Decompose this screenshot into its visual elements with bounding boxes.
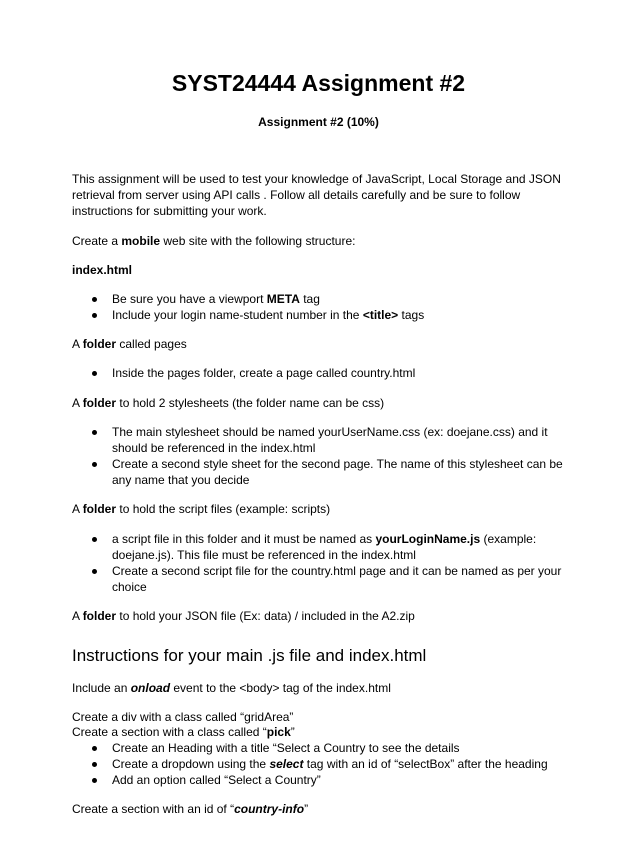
folder-bold: folder [82, 337, 117, 351]
text-post: called pages [116, 337, 187, 351]
pick-bullet-1: Create an Heading with a title “Select a Country to see the details [112, 741, 460, 755]
document-title: SYST24444 Assignment #2 [171, 70, 466, 96]
text-pre: Create a section with an id of “ [72, 802, 235, 816]
section-pick-line [72, 724, 572, 740]
text-pre: Include your login name-student number in the [112, 308, 363, 322]
text-post: to hold your JSON file (Ex: data) / included in the A2.zip [116, 609, 415, 623]
bullet-icon [92, 762, 97, 767]
bullet-icon [92, 778, 97, 783]
text-post: to hold the script files (example: scripts) [116, 502, 331, 516]
text-bold: yourLoginName.js [375, 532, 481, 546]
folder-json-line [72, 608, 572, 624]
folder-css-line [72, 395, 572, 411]
bullet-icon [92, 430, 97, 435]
bullet-icon [92, 569, 97, 574]
bullet-icon [92, 746, 97, 751]
onload-line [72, 680, 572, 696]
text-post: ” [304, 802, 309, 816]
pages-bullet-1: Inside the pages folder, create a page called country.html [112, 366, 416, 380]
folder-bold: folder [82, 502, 117, 516]
scripts-bullet-1 [112, 531, 572, 563]
text-emphasis: select [269, 757, 304, 771]
text-pre: A [72, 502, 83, 516]
pick-bullet-2 [112, 756, 572, 772]
bullet-icon [92, 313, 97, 318]
text-post: tags [398, 308, 425, 322]
text-post: ” [290, 725, 295, 739]
div-line: Create a div with a class called “gridArea” [72, 710, 294, 724]
text-post: event to the <body> tag of the index.html [170, 681, 391, 695]
text-emphasis: onload [130, 681, 171, 695]
index-heading: index.html [72, 263, 133, 277]
bullet-icon [92, 297, 97, 302]
folder-bold: folder [82, 609, 117, 623]
create-structure-line [72, 233, 572, 249]
text-bold: pick [266, 725, 291, 739]
text-pre: Be sure you have a viewport [112, 292, 267, 306]
text-post: tag with an id of “selectBox” after the heading [303, 757, 548, 771]
folder-scripts-line [72, 501, 572, 517]
index-bullet-1 [112, 291, 572, 307]
intro-paragraph: This assignment will be used to test your knowledge of JavaScript, Local Storage and JSON retrieval from server using API calls . Follow all details carefully and be sure to follow instructions for submitting your work. [72, 172, 561, 218]
css-bullet-2: Create a second style sheet for the second page. The name of this stylesheet can be any name that you decide [112, 457, 563, 487]
text-post: (example: doejane.js). This file must be referenced in the index.html [112, 532, 537, 562]
folder-bold: folder [82, 396, 117, 410]
bullet-icon [92, 462, 97, 467]
text-emphasis: country-info [234, 802, 305, 816]
country-info-line [72, 801, 572, 817]
scripts-bullet-2: Create a second script file for the country.html page and it can be named as per your choice [112, 564, 562, 594]
document-subtitle: Assignment #2 (10%) [258, 115, 379, 129]
text-pre: Create a dropdown using the [112, 757, 270, 771]
create-post: web site with the following structure: [160, 234, 356, 248]
text-pre: A [72, 337, 83, 351]
section-heading: Instructions for your main .js file and index.html [72, 646, 427, 665]
text-post: tag [299, 292, 320, 306]
bullet-icon [92, 537, 97, 542]
index-bullet-2 [112, 307, 572, 323]
text-bold: META [266, 292, 300, 306]
text-pre: A [72, 396, 83, 410]
create-pre: Create a [72, 234, 122, 248]
text-pre: Include an [72, 681, 131, 695]
pick-bullet-3: Add an option called “Select a Country” [112, 773, 321, 787]
create-bold: mobile [121, 234, 161, 248]
text-bold: <title> [362, 308, 399, 322]
folder-pages-line [72, 336, 572, 352]
text-pre: a script file in this folder and it must be named as [112, 532, 376, 546]
bullet-icon [92, 371, 97, 376]
text-post: to hold 2 stylesheets (the folder name can be css) [116, 396, 385, 410]
text-pre: A [72, 609, 83, 623]
text-pre: Create a section with a class called “ [72, 725, 267, 739]
css-bullet-1: The main stylesheet should be named yourUserName.css (ex: doejane.css) and it should be referenced in the index.html [112, 425, 548, 455]
